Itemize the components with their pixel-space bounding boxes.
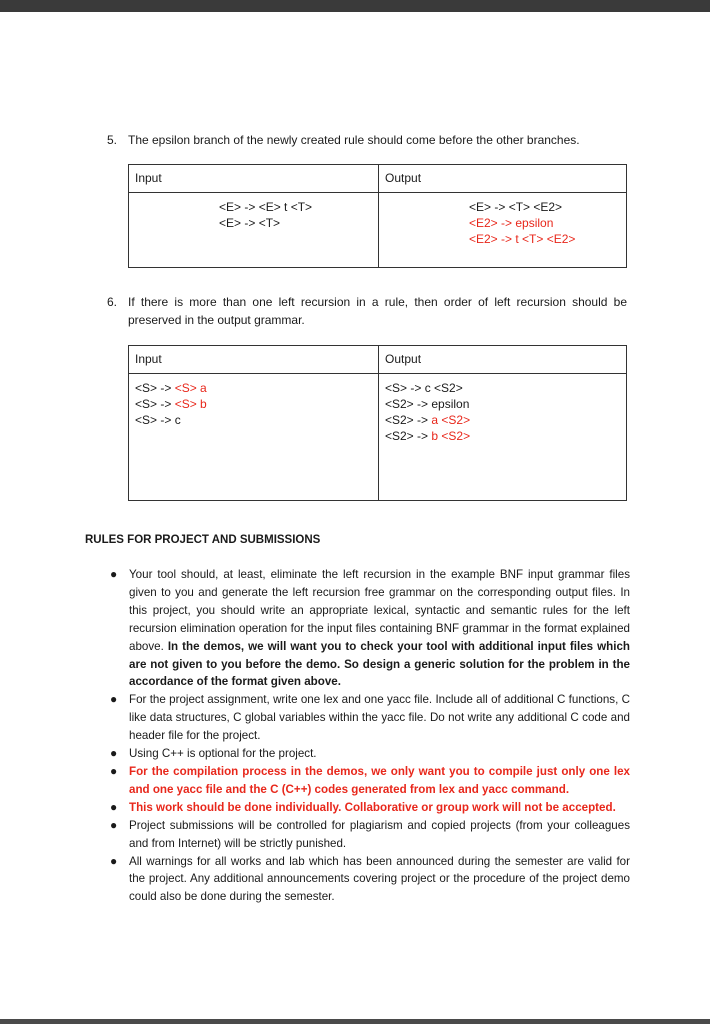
item-5-text: The epsilon branch of the newly created rule should come before the other branches. bbox=[128, 133, 580, 147]
line-prefix: <S2> -> bbox=[385, 429, 432, 443]
line-highlight: <S> a bbox=[174, 381, 207, 395]
rules-heading: RULES FOR PROJECT AND SUBMISSIONS bbox=[85, 534, 321, 546]
list-item bbox=[110, 745, 630, 763]
item-5-number: 5. bbox=[107, 133, 118, 147]
rule-text: For the project assignment, write one lex and one yacc file. Include all of additional C functions, C like data structures, C global variables within the yacc file. Do not write any additional C code and header file for the project. bbox=[129, 693, 630, 743]
grammar-line: <E> -> <E> t <T> bbox=[219, 200, 313, 214]
rule-text: This work should be done individually. Collaborative or group work will not be accepted. bbox=[129, 800, 616, 814]
grammar-line bbox=[135, 396, 378, 412]
top-bar bbox=[0, 0, 710, 12]
rule-text: For the compilation process in the demos, we only want you to compile just only one lex and one yacc file and the C (C++) codes generated from lex and yacc command. bbox=[129, 764, 630, 796]
bullet-icon: ● bbox=[110, 817, 118, 832]
grammar-line: <E> -> <T> <E2> bbox=[469, 200, 563, 214]
list-item bbox=[110, 853, 630, 907]
table-item-5 bbox=[128, 164, 627, 268]
output-cell bbox=[379, 193, 627, 268]
line-prefix: <S> -> c <S2> bbox=[385, 381, 463, 395]
grammar-line bbox=[385, 428, 626, 444]
grammar-line bbox=[385, 380, 626, 396]
line-highlight: <S> b bbox=[174, 397, 207, 411]
bullet-icon: ● bbox=[110, 853, 118, 868]
item-6-text: If there is more than one left recursion in a rule, then order of left recursion should be preserved in the output grammar. bbox=[128, 295, 627, 327]
input-header: Input bbox=[129, 346, 379, 374]
grammar-line bbox=[385, 412, 626, 428]
grammar-line: <E2> -> epsilon bbox=[469, 216, 554, 230]
list-item bbox=[110, 799, 630, 817]
list-item bbox=[110, 691, 630, 745]
output-header: Output bbox=[379, 165, 627, 193]
line-prefix: <S2> -> epsilon bbox=[385, 397, 470, 411]
input-cell bbox=[129, 374, 379, 501]
rule-text: Project submissions will be controlled for plagiarism and copied projects (from your colleagues and from Internet) will be strictly punished. bbox=[129, 818, 630, 850]
line-prefix: <S> -> bbox=[135, 381, 175, 395]
list-item bbox=[110, 817, 630, 853]
table-item-6 bbox=[128, 345, 627, 501]
output-cell bbox=[379, 374, 627, 501]
list-item bbox=[110, 566, 630, 691]
list-item bbox=[110, 763, 630, 799]
bullet-icon: ● bbox=[110, 746, 118, 761]
grammar-line bbox=[135, 412, 378, 428]
rule-text: Your tool should, at least, eliminate the left recursion in the example BNF input grammar files given to you and generate the left recursion free grammar on the corresponding output files. In this project, you should write an appropriate lexical, syntactic and semantic rules for the left recursion elimination operation for the input files containing BNF grammar in the format explained above. bbox=[129, 568, 630, 653]
bullet-icon: ● bbox=[110, 763, 118, 778]
line-highlight: b <S2> bbox=[431, 429, 471, 443]
output-header: Output bbox=[379, 346, 627, 374]
grammar-line bbox=[135, 380, 378, 396]
line-prefix: <S2> -> bbox=[385, 413, 432, 427]
bullet-icon: ● bbox=[110, 567, 118, 581]
item-6-number: 6. bbox=[107, 295, 118, 309]
bottom-bar bbox=[0, 1019, 710, 1024]
grammar-line: <E2> -> t <T> <E2> bbox=[469, 232, 576, 246]
line-highlight: a <S2> bbox=[431, 413, 471, 427]
grammar-line bbox=[385, 396, 626, 412]
bullet-icon: ● bbox=[110, 692, 118, 707]
rule-text-bold: In the demos, we will want you to check your tool with additional input files which are not given to you before the demo. So design a generic solution for the problem in the accordance of the format given above. bbox=[129, 639, 630, 689]
line-prefix: <S> -> bbox=[135, 397, 175, 411]
rule-text: All warnings for all works and lab which has been announced during the semester are valid for the project. Any additional announcements covering project or the procedure of the project demo could also be done during the semester. bbox=[129, 854, 630, 904]
input-header: Input bbox=[129, 165, 379, 193]
rules-list bbox=[110, 566, 630, 906]
bullet-icon: ● bbox=[110, 799, 118, 814]
line-prefix: <S> -> c bbox=[135, 413, 181, 427]
input-cell bbox=[129, 193, 379, 268]
grammar-line: <E> -> <T> bbox=[219, 216, 281, 230]
rule-text: Using C++ is optional for the project. bbox=[129, 747, 317, 761]
